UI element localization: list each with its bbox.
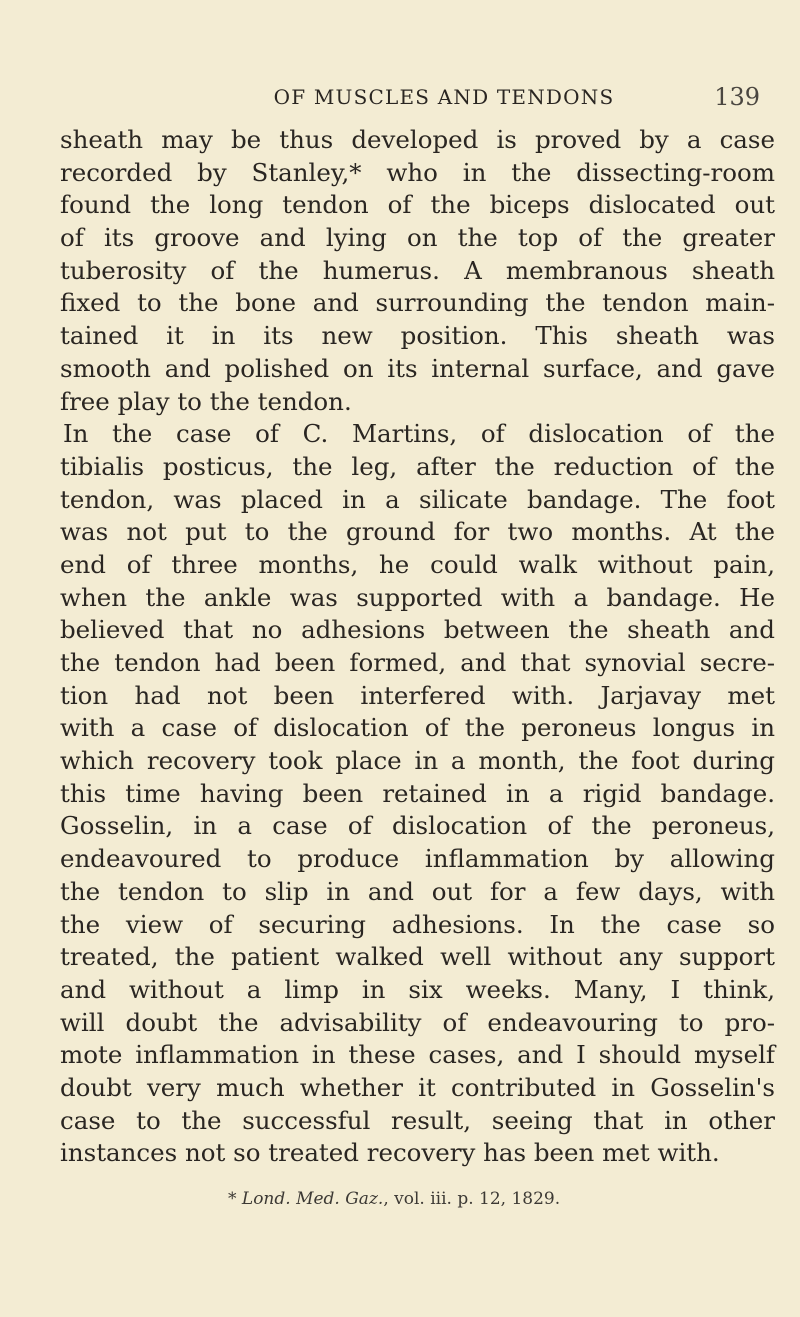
text-line: recorded by Stanley,* who in the dissecting-room [60, 157, 775, 187]
text-line: instances not so treated recovery has been met with. [60, 1138, 720, 1168]
text-line: this time having been retained in a rigid bandage. [60, 778, 775, 808]
footnote [228, 1186, 560, 1212]
text-line: fixed to the bone and surrounding the tendon main- [60, 288, 775, 318]
text-line: the tendon to slip in and out for a few days, with [60, 876, 775, 906]
text-line: In the case of C. Martins, of dislocation of the [63, 419, 775, 449]
text-line: tuberosity of the humerus. A membranous sheath [60, 255, 775, 285]
text-line: endeavoured to produce inflammation by allowing [60, 844, 775, 874]
text-line: was not put to the ground for two months. At the [60, 517, 775, 547]
running-head [88, 82, 760, 112]
running-title: OF MUSCLES AND TENDONS [273, 85, 615, 109]
body-text [60, 124, 775, 1170]
text-line: sheath may be thus developed is proved by a case [60, 125, 775, 154]
text-line: tained it in its new position. This sheath was [60, 321, 775, 351]
text-line: Gosselin, in a case of dislocation of the peroneus, [60, 811, 775, 841]
text-line: tion had not been interfered with. Jarjavay met [60, 680, 775, 710]
text-line: believed that no adhesions between the sheath and [60, 615, 775, 645]
text-line: doubt very much whether it contributed in Gosselin's [60, 1072, 775, 1102]
text-line: with a case of dislocation of the peroneus longus in [60, 713, 775, 743]
text-line: case to the successful result, seeing that in other [60, 1105, 775, 1135]
text-line: the view of securing adhesions. In the case so [60, 909, 775, 939]
footnote-citation: , vol. iii. p. 12, 1829. [383, 1189, 561, 1209]
footnote-marker: * [228, 1189, 237, 1209]
text-line: of its groove and lying on the top of the greater [60, 223, 775, 253]
text-line: treated, the patient walked well without any support [60, 942, 775, 972]
page-number: 139 [714, 83, 760, 111]
footnote-source: Lond. Med. Gaz. [241, 1189, 384, 1209]
text-line: and without a limp in six weeks. Many, I think, [60, 974, 775, 1004]
text-line: will doubt the advisability of endeavouring to pro- [60, 1007, 775, 1037]
text-line: which recovery took place in a month, the foot during [60, 746, 775, 776]
text-line: when the ankle was supported with a bandage. He [60, 582, 775, 612]
text-line: end of three months, he could walk without pain, [60, 549, 775, 579]
text-line: free play to the tendon. [60, 386, 352, 416]
text-line: the tendon had been formed, and that synovial secre- [60, 648, 775, 677]
text-line: found the long tendon of the biceps dislocated out [60, 190, 775, 220]
text-line: smooth and polished on its internal surface, and gave [60, 353, 775, 383]
text-line: mote inflammation in these cases, and I should myself [60, 1040, 775, 1070]
text-line: tendon, was placed in a silicate bandage. The foot [60, 484, 775, 514]
text-line: tibialis posticus, the leg, after the reduction of the [60, 451, 775, 481]
